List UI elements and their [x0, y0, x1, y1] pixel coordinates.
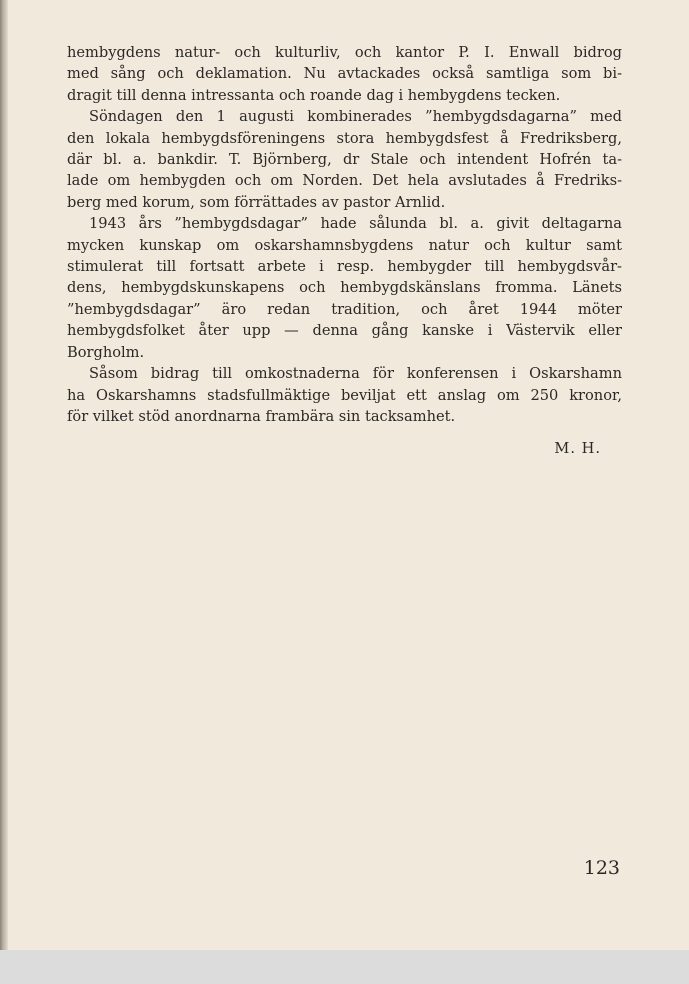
page-number: 123	[583, 857, 620, 879]
text-line: där bl. a. bankdir. T. Björnberg, dr Stale och intendent Hofrén ta-	[67, 151, 622, 169]
text-line: 1943 års ”hembygdsdagar” hade sålunda bl. a. givit deltagarna	[89, 215, 622, 233]
text-line: berg med korum, som förrättades av pastor Arnlid.	[67, 193, 446, 211]
body-text	[67, 42, 622, 427]
text-line: lade om hembygden och om Norden. Det hela avslutades å Fredriks-	[67, 172, 622, 190]
text-line: den lokala hembygdsföreningens stora hembygdsfest å Fredriksberg,	[67, 129, 622, 147]
author-signature: M. H.	[554, 440, 601, 457]
text-line: mycken kunskap om oskarshamnsbygdens natur och kultur samt	[67, 236, 622, 254]
text-line: stimulerat till fortsatt arbete i resp. hembygder till hembygdsvår-	[67, 258, 622, 276]
text-line: dragit till denna intressanta och roande dag i hembygdens tecken.	[67, 86, 561, 104]
text-line: för vilket stöd anordnarna frambära sin tacksamhet.	[67, 407, 456, 425]
text-line: med sång och deklamation. Nu avtackades också samtliga som bi-	[67, 65, 622, 83]
text-line: ha Oskarshamns stadsfullmäktige beviljat ett anslag om 250 kronor,	[67, 386, 622, 404]
text-line: Borgholm.	[67, 343, 145, 361]
text-line: hembygdens natur- och kulturliv, och kantor P. I. Enwall bidrog	[67, 44, 622, 61]
text-line: dens, hembygdskunskapens och hembygdskänslans fromma. Länets	[67, 279, 622, 297]
text-line: ”hembygdsdagar” äro redan tradition, och året 1944 möter	[67, 300, 622, 318]
text-line: Söndagen den 1 augusti kombinerades ”hembygdsdagarna” med	[89, 108, 622, 126]
page-binding-edge	[0, 0, 8, 950]
text-line: hembygdsfolket åter upp — denna gång kanske i Västervik eller	[67, 322, 622, 340]
scan-bottom-margin	[0, 950, 689, 984]
text-line: Såsom bidrag till omkostnaderna för konferensen i Oskarshamn	[89, 365, 622, 383]
